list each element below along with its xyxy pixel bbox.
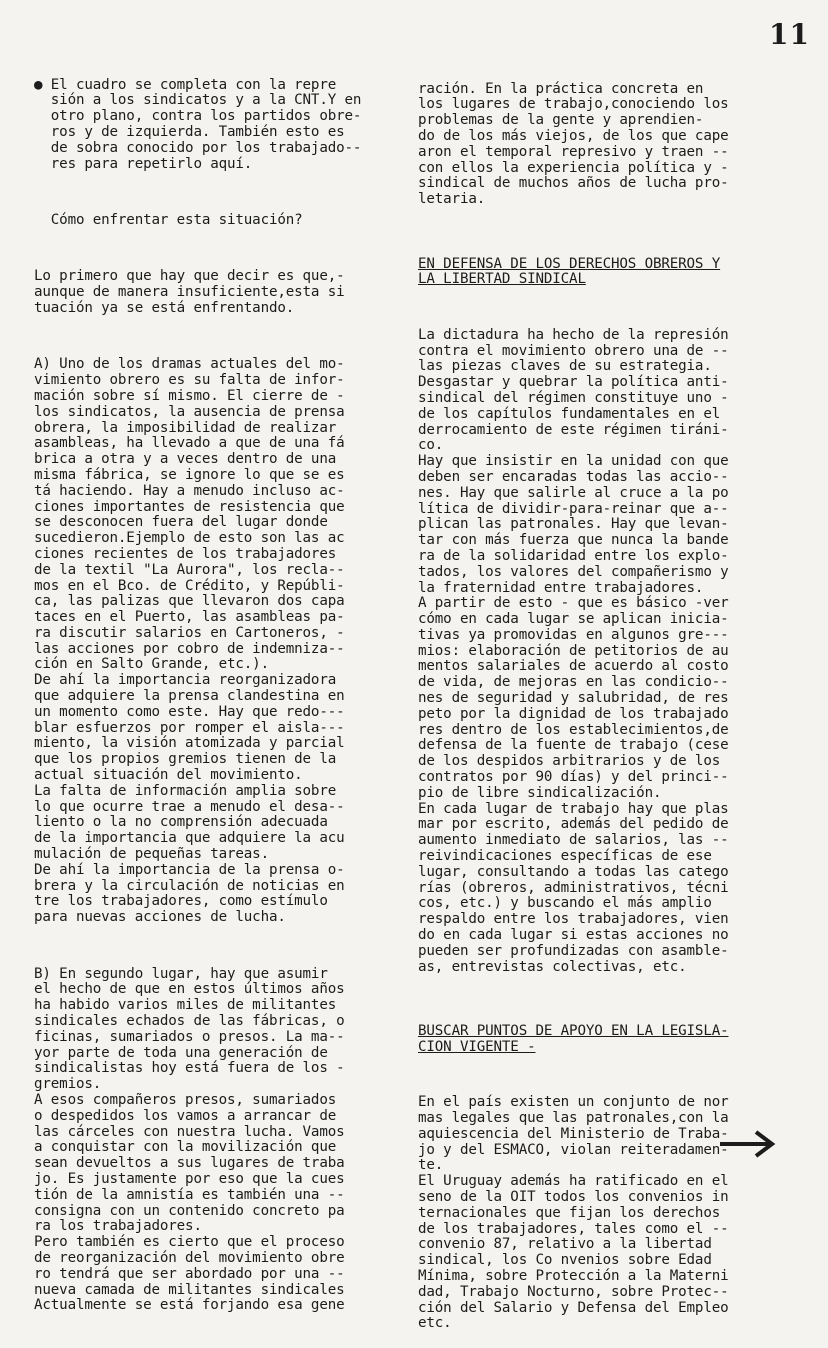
paragraph-b-militantes: B) En segundo lugar, hay que asumir el hecho de que en estos últimos años ha habido varios miles de militantes sindicales echados de las fábricas, o ficinas, sumariados o presos. La ma-- yor parte de toda una generación de sindicalistas hoy está fuera de los - gremios. A esos compañeros presos, sumariados o despedidos los vamos a arrancar de las cárceles con nuestra lucha. Vamos a conquistar con la movilización que sean devueltos a sus lugares de traba jo. Es justamente por eso que la cues tión de la amnistía es también una -- consigna con un contenido concreto pa ra los trabajadores. Pero también es cierto que el proceso de reorganización del movimiento obre ro tendrá que ser abordado por una -- nueva camada de militantes sindicales Actualmente se está forjando esa gene: [34, 965, 345, 1314]
page-number: 11: [769, 18, 810, 51]
section-heading-defensa: EN DEFENSA DE LOS DERECHOS OBREROS Y LA LIBERTAD SINDICAL: [418, 255, 721, 288]
paragraph-a-informacion: A) Uno de los dramas actuales del mo- vimiento obrero es su falta de infor- mación sobre sí mismo. El cierre de - los sindicatos, la ausencia de prensa obrera, la imposibilidad de realizar asambleas, ha llevado a que de una fá brica a otra y a veces dentro de una misma fábrica, se ignore lo que se es tá haciendo. Hay a menudo incluso ac- ciones importantes de resistencia que se desconocen fuera del lugar donde sucedieron.Ejemplo de esto son las ac ciones recientes de los trabajadores de la textil "La Aurora", los recla-- mos en el Bco. de Crédito, y Repúbli- ca, las palizas que llevaron dos capa taces en el Puerto, las asambleas pa- ra discutir salarios en Cartoneros, - las acciones por cobro de indemniza-- ción en Salto Grande, etc.). De ahí la importancia reorganizadora que adquiere la prensa clandestina en un momento como este. Hay que redo--- blar esfuerzos por romper el aisla--- miento, la visión atomizada y parcial que los propios gremios tienen de la actual situación del movimiento. La falta de información amplia sobre lo que ocurre trae a menudo el desa-- liento o la no comprensión adecuada de la importancia que adquiere la acu mulación de pequeñas tareas. De ahí la importancia de la prensa o- brera y la circulación de noticias en tre los trabajadores, como estímulo para nuevas acciones de lucha.: [34, 356, 345, 926]
paragraph-cuadro: ● El cuadro se completa con la repre sión a los sindicatos y a la CNT.Y en otro plano, contra los partidos obre- ros y de izquierda. También esto es de sobra conocido por los trabajado-- res para repetirlo aquí.: [34, 76, 362, 172]
section-heading-legislacion: BUSCAR PUNTOS DE APOYO EN LA LEGISLA- CION VIGENTE -: [418, 1023, 729, 1055]
continue-arrow-icon: [718, 1128, 778, 1160]
left-column: [34, 46, 396, 1330]
question-como-enfrentar: Cómo enfrentar esta situación?: [34, 211, 303, 228]
paragraph-generacion: ración. En la práctica concreta en los lugares de trabajo,conociendo los problemas de la gente y aprendien- do de los más viejos, de los que cape aron el temporal represivo y traen -- con ellos la experiencia política y - sindical de muchos años de lucha pro- letaria.: [418, 80, 729, 208]
paragraph-dictadura: La dictadura ha hecho de la represión contra el movimiento obrero una de -- las piezas claves de su estrategia. Desgastar y quebrar la política anti- sindical del régimen constituye uno - de los capítulos fundamentales en el derrocamiento de este régimen tiráni- co. Hay que insistir en la unidad con que deben ser encaradas todas las accio-- nes. Hay que salirle al cruce a la po lítica de dividir-para-reinar que a-- plican las patronales. Hay que levan- tar con más fuerza que nunca la bande ra de la solidaridad entre los explo- tados, los valores del compañerismo y la fraternidad entre trabajadores. A partir de esto - que es básico -ver cómo en cada lugar se aplican inicia- tivas ya promovidas en algunos gre--- mios: elaboración de petitorios de au mentos salariales de acuerdo al costo de vida, de mejoras en las condicio-- nes de seguridad y salubridad, de res peto por la dignidad de los trabajado res dentro de los establecimientos,de defensa de la fuente de trabajo (cese de los despidos arbitrarios y de los contratos por 90 días) y del princi-- pio de libre sindicalización. En cada lugar de trabajo hay que plas mar por escrito, además del pedido de aumento inmediato de salarios, las -- reivindicaciones específicas de ese lugar, consultando a todas las catego rías (obreros, administrativos, técni cos, etc.) y buscando el más amplio respaldo entre los trabajadores, vien do en cada lugar si estas acciones no pueden ser profundizadas con asamble- as, entrevistas colectivas, etc.: [418, 326, 729, 975]
paragraph-normas-legales: En el país existen un conjunto de nor mas legales que las patronales,con la aquiescencia del Ministerio de Traba- jo y del ESMACO, violan reiteradamen- te. El Uruguay además ha ratificado en el seno de la OIT todos los convenios in ternacionales que fijan los derechos de los trabajadores, tales como el -- convenio 87, relativo a la libertad sindical, los Co nvenios sobre Edad Mínima, sobre Protección a la Materni dad, Trabajo Nocturno, sobre Protec-- ción del Salario y Defensa del Empleo etc.: [418, 1094, 729, 1332]
paragraph-lo-primero: Lo primero que hay que decir es que,- aunque de manera insuficiente,esta si tuación ya se está enfrentando.: [34, 268, 345, 316]
